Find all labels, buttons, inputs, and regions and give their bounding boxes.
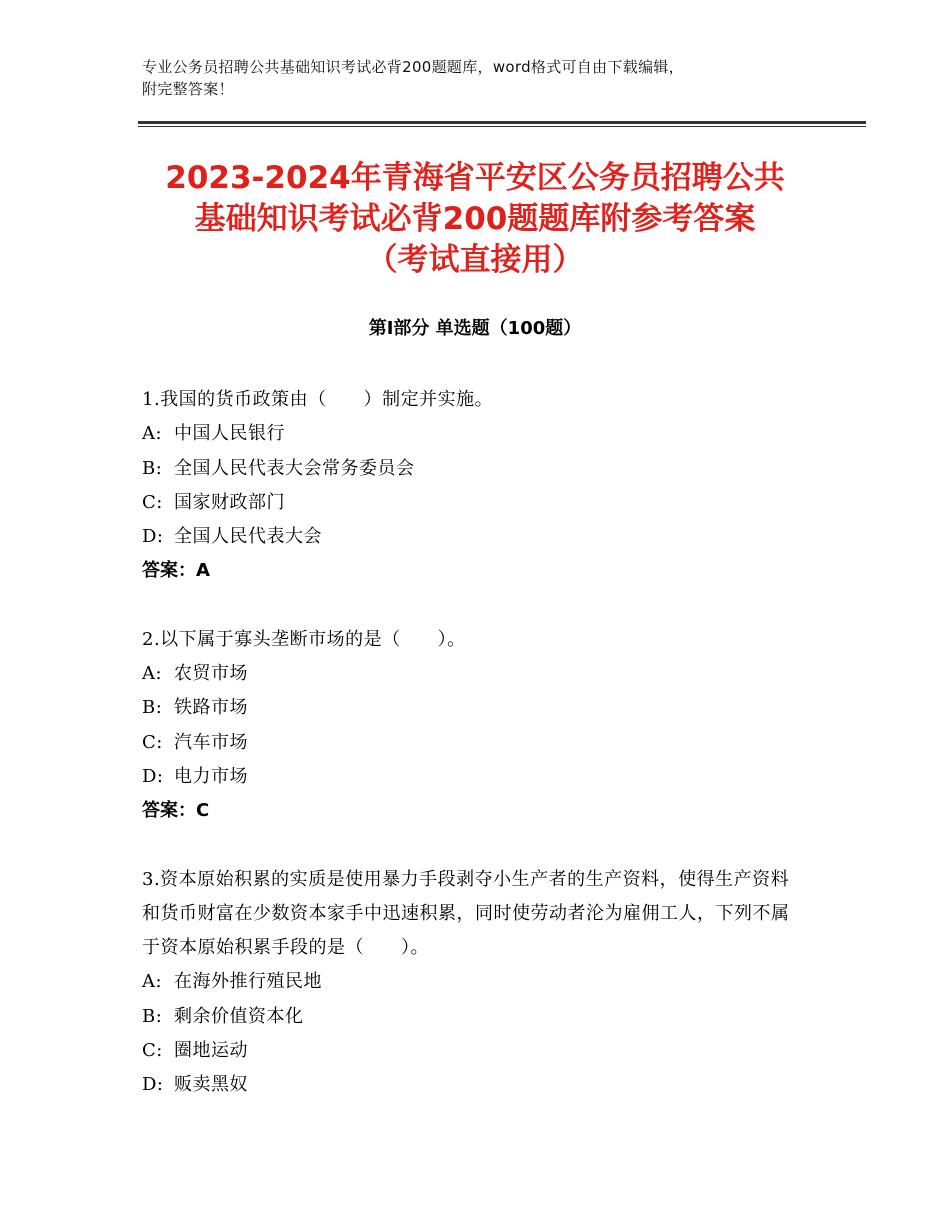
option-text: 在海外推行殖民地: [174, 971, 322, 993]
header-note-line-1: 专业公务员招聘公共基础知识考试必背200题题库，word格式可自由下载编辑，: [142, 58, 684, 76]
option-b: [142, 691, 802, 725]
document-title-line-1: 2023-2024年青海省平安区公务员招聘公共: [165, 160, 785, 196]
option-d: [142, 1068, 802, 1102]
option-d: [142, 520, 802, 554]
question-1: [142, 383, 802, 589]
option-text: 农贸市场: [174, 663, 248, 685]
section-title: 第Ⅰ部分 单选题（100题）: [368, 318, 582, 339]
option-letter: B:: [142, 697, 163, 719]
document-title-line-3: （考试直接用）: [366, 242, 584, 278]
document-title-line-2: 基础知识考试必背200题题库附参考答案: [194, 201, 756, 237]
question-3: [142, 863, 802, 1103]
option-text: 贩卖黑奴: [174, 1074, 248, 1096]
header-note: [142, 56, 822, 100]
question-2: [142, 623, 802, 829]
option-letter: D:: [142, 1074, 164, 1096]
option-letter: C:: [142, 731, 163, 753]
option-letter: C:: [142, 1040, 163, 1062]
header-divider-thin: [138, 126, 866, 127]
option-text: 全国人民代表大会: [174, 526, 322, 548]
answer-label: 答案：C: [142, 800, 210, 822]
question-stem: 2.以下属于寡头垄断市场的是（ ）。: [142, 628, 466, 650]
option-c: [142, 726, 802, 760]
option-letter: B:: [142, 1005, 163, 1027]
answer-label: 答案：A: [142, 560, 210, 582]
option-letter: D:: [142, 765, 164, 787]
option-letter: A:: [142, 971, 163, 993]
option-text: 全国人民代表大会常务委员会: [174, 457, 415, 479]
question-stem: 3.资本原始积累的实质是使用暴力手段剥夺小生产者的生产资料，使得生产资料和货币财富在少数资本家手中迅速积累，同时使劳动者沦为雇佣工人，下列不属于资本原始积累手段的是（ ）。: [142, 868, 790, 959]
option-b: [142, 1000, 802, 1034]
option-a: [142, 965, 802, 999]
option-text: 剩余价值资本化: [174, 1005, 304, 1027]
option-letter: C:: [142, 491, 163, 513]
header-divider-thick: [138, 121, 866, 124]
option-a: [142, 657, 802, 691]
option-d: [142, 760, 802, 794]
option-letter: D:: [142, 526, 164, 548]
question-stem: 1.我国的货币政策由（ ）制定并实施。: [142, 389, 494, 410]
option-text: 圈地运动: [174, 1040, 248, 1062]
option-a: [142, 417, 802, 451]
option-text: 中国人民银行: [174, 423, 285, 445]
option-c: [142, 486, 802, 520]
option-letter: A:: [142, 423, 163, 445]
option-letter: B:: [142, 457, 163, 479]
option-text: 电力市场: [174, 765, 248, 787]
question-list: [142, 383, 802, 1137]
option-text: 汽车市场: [174, 731, 248, 753]
document-title: [100, 158, 850, 281]
option-letter: A:: [142, 663, 163, 685]
option-text: 国家财政部门: [174, 491, 285, 513]
option-text: 铁路市场: [174, 697, 248, 719]
option-c: [142, 1034, 802, 1068]
option-b: [142, 452, 802, 486]
header-note-line-2: 附完整答案！: [142, 80, 234, 98]
